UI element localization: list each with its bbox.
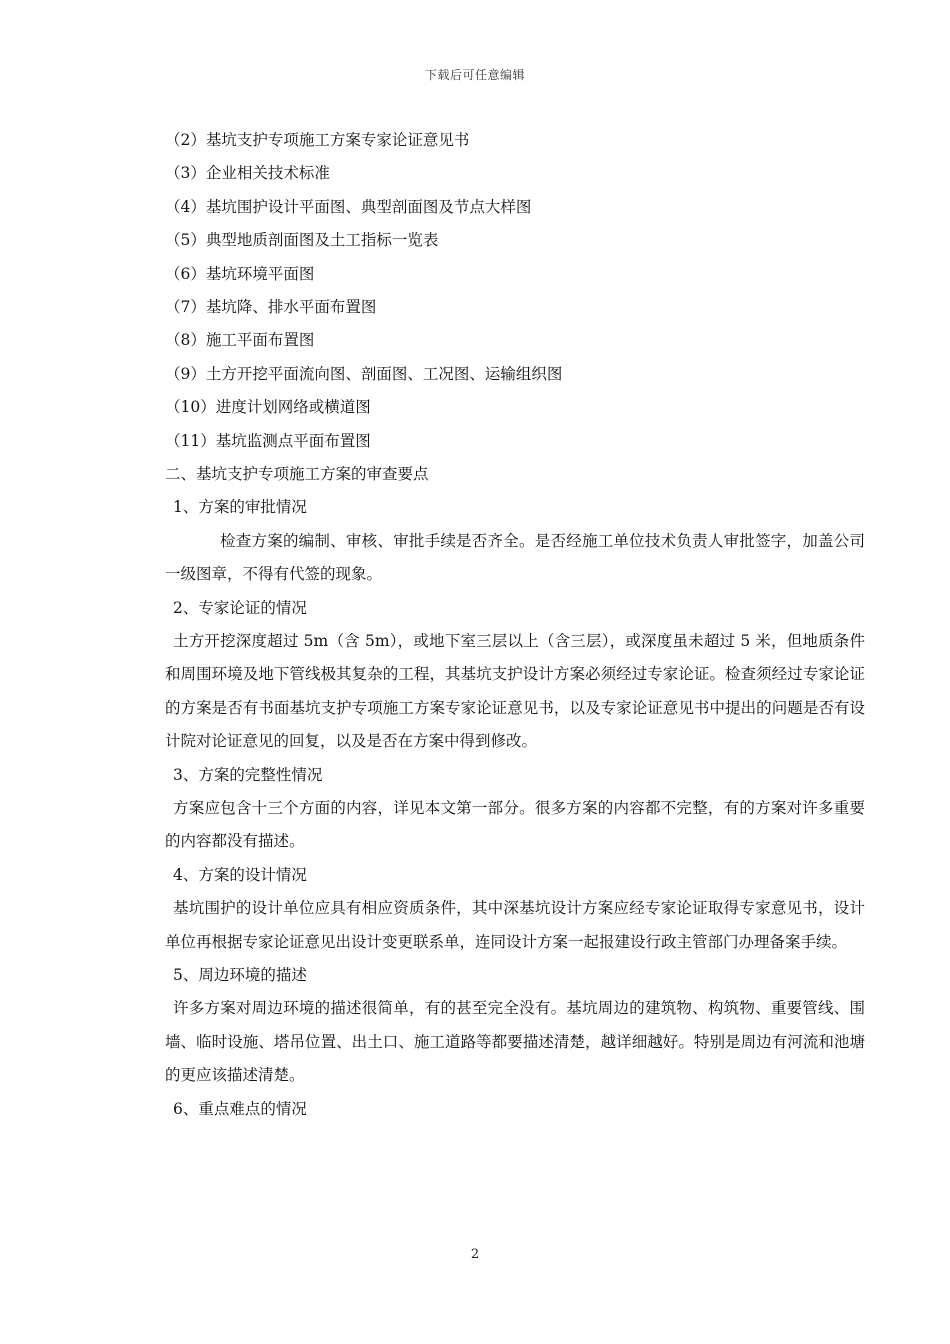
section-body: 许多方案对周边环境的描述很简单，有的甚至完全没有。基坑周边的建筑物、构筑物、重要管线、围墙、临时设施、塔吊位置、出土口、施工道路等都要描述清楚，越详细越好。特别是周边有河流和池塘的更应该描述清楚。 (165, 999, 865, 1085)
section-body: 基坑围护的设计单位应具有相应资质条件，其中深基坑设计方案应经专家论证取得专家意见书，设计单位再根据专家论证意见出设计变更联系单，连同设计方案一起报建设行政主管部门办理备案手续。 (165, 899, 865, 951)
list-item: （2）基坑支护专项施工方案专家论证意见书 (165, 131, 470, 149)
list-item: （3）企业相关技术标准 (165, 164, 330, 183)
list-item: （6）基坑环境平面图 (165, 264, 315, 283)
list-item: （10）进度计划网络或横道图 (165, 398, 371, 417)
section-heading: 6、重点难点的情况 (173, 1099, 307, 1118)
section-body: 土方开挖深度超过 5m（含 5m），或地下室三层以上（含三层），或深度虽未超过 5 米，但地质条件和周围环境及地下管线极其复杂的工程，其基坑支护设计方案必须经过专家论证。检查须经过专家论证的方案是否有书面基坑支护专项施工方案专家论证意见书，以及专家论证意见书中提出的问题是否有设计院对论证意见的回复，以及是否在方案中得到修改。 (165, 631, 865, 751)
list-item: （7）基坑降、排水平面布置图 (165, 297, 377, 316)
section-title: 二、基坑支护专项施工方案的审查要点 (165, 464, 429, 483)
section-heading: 4、方案的设计情况 (173, 865, 307, 884)
document-body (165, 124, 865, 1126)
list-item: （9）土方开挖平面流向图、剖面图、工况图、运输组织图 (165, 364, 563, 383)
section-body: 方案应包含十三个方面的内容，详见本文第一部分。很多方案的内容都不完整，有的方案对许多重要的内容都没有描述。 (165, 798, 865, 851)
list-item: （11）基坑监测点平面布置图 (165, 431, 371, 450)
list-item: （5）典型地质剖面图及土工指标一览表 (165, 231, 439, 250)
section-heading: 1、方案的审批情况 (173, 498, 307, 517)
page-header: 下载后可任意编辑 (424, 68, 525, 82)
section-body: 检查方案的编制、审核、审批手续是否齐全。是否经施工单位技术负责人审批签字，加盖公司一级图章，不得有代签的现象。 (165, 531, 865, 584)
section-heading: 3、方案的完整性情况 (173, 765, 323, 784)
section-heading: 5、周边环境的描述 (173, 965, 307, 984)
list-item: （8）施工平面布置图 (165, 331, 315, 350)
page-number: 2 (470, 1247, 480, 1262)
section-heading: 2、专家论证的情况 (173, 598, 307, 617)
list-item: （4）基坑围护设计平面图、典型剖面图及节点大样图 (165, 197, 532, 216)
